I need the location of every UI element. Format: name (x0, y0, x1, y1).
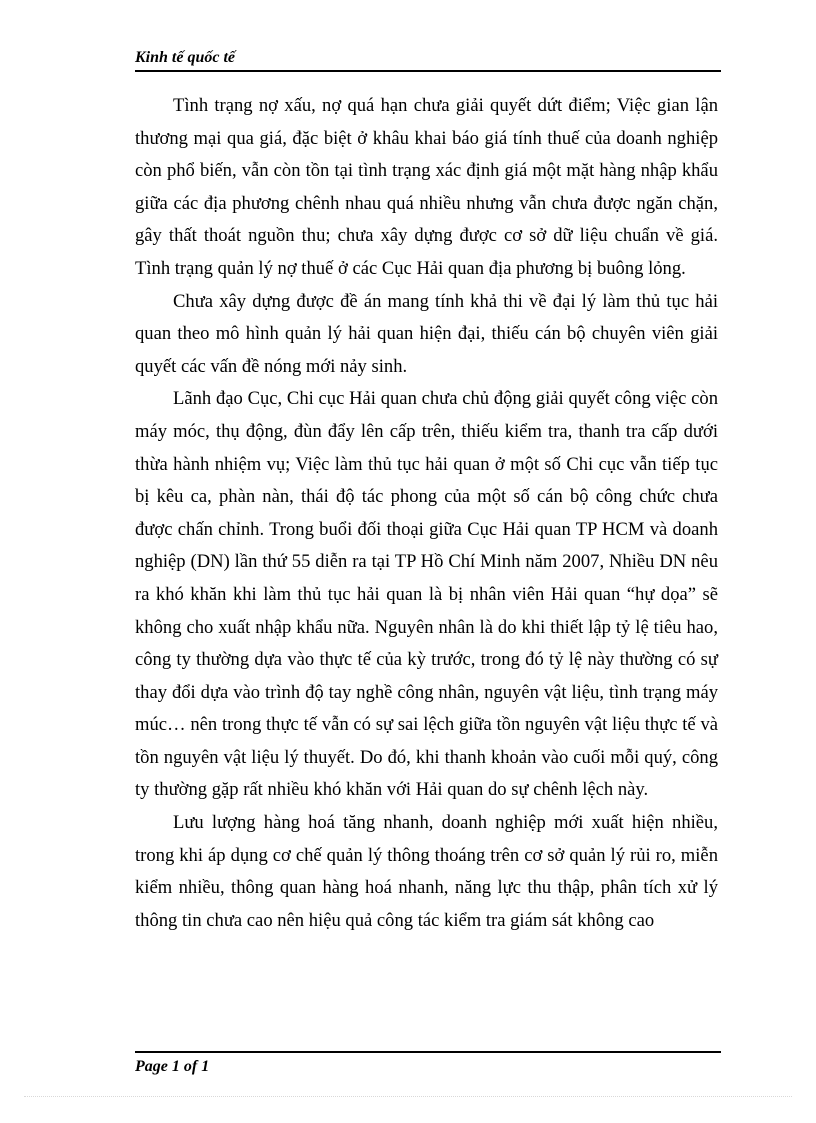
document-body (135, 90, 718, 937)
page-footer (135, 1051, 721, 1075)
page-bottom-edge (24, 1096, 792, 1097)
paragraph-4: Lưu lượng hàng hoá tăng nhanh, doanh nghiệp mới xuất hiện nhiều, trong khi áp dụng cơ chế quản lý thông thoáng trên cơ sở quản lý rủi ro, miễn kiểm nhiều, thông quan hàng hoá nhanh, năng lực thu thập, phân tích xử lý thông tin chưa cao nên hiệu quả công tác kiểm tra giám sát không cao (135, 812, 718, 931)
paragraph-1: Tình trạng nợ xấu, nợ quá hạn chưa giải quyết dứt điểm; Việc gian lận thương mại qua giá, đặc biệt ở khâu khai báo giá tính thuế của doanh nghiệp còn phổ biến, vẫn còn tồn tại tình trạng xác định giá một mặt hàng nhập khẩu giữa các địa phương chênh nhau quá nhiều nhưng vẫn chưa được ngăn chặn, gây thất thoát nguồn thu; chưa xây dựng được cơ sở dữ liệu chuẩn về giá. Tình trạng quản lý nợ thuế ở các Cục Hải quan địa phương bị buông lỏng. (135, 95, 718, 279)
page-number-label: Page 1 of 1 (135, 1058, 210, 1075)
header-title: Kinh tế quốc tế (135, 49, 236, 66)
page-header (135, 48, 721, 72)
paragraph-2: Chưa xây dựng được đề án mang tính khả thi về đại lý làm thủ tục hải quan theo mô hình quản lý hải quan hiện đại, thiếu cán bộ chuyên viên giải quyết các vấn đề nóng mới nảy sinh. (135, 290, 718, 377)
paragraph-3: Lãnh đạo Cục, Chi cục Hải quan chưa chủ động giải quyết công việc còn máy móc, thụ động, đùn đẩy lên cấp trên, thiếu kiểm tra, thanh tra cấp dưới thừa hành nhiệm vụ; Việc làm thủ tục hải quan ở một số Chi cục vẫn tiếp tục bị kêu ca, phàn nàn, thái độ tác phong của một số cán bộ công chức chưa được chấn chỉnh. Trong buổi đối thoại giữa Cục Hải quan TP HCM và doanh nghiệp (DN) lần thứ 55 diễn ra tại TP Hồ Chí Minh năm 2007, Nhiều DN nêu ra khó khăn khi làm thủ tục hải quan là bị nhân viên Hải quan “hự dọa” sẽ không cho xuất nhập khẩu nữa. Nguyên nhân là do khi thiết lập tỷ lệ tiêu hao, công ty thường dựa vào thực tế của kỳ trước, trong đó tỷ lệ này thường có sự thay đổi dựa vào trình độ tay nghề công nhân, nguyên vật liệu, tình trạng máy múc… nên trong thực tế vẫn có sự sai lệch giữa tồn nguyên vật liệu thực tế và tồn nguyên vật liệu lý thuyết. Do đó, khi thanh khoản vào cuối mỗi quý, công ty thường gặp rất nhiều khó khăn với Hải quan do sự chênh lệch này. (135, 388, 718, 801)
